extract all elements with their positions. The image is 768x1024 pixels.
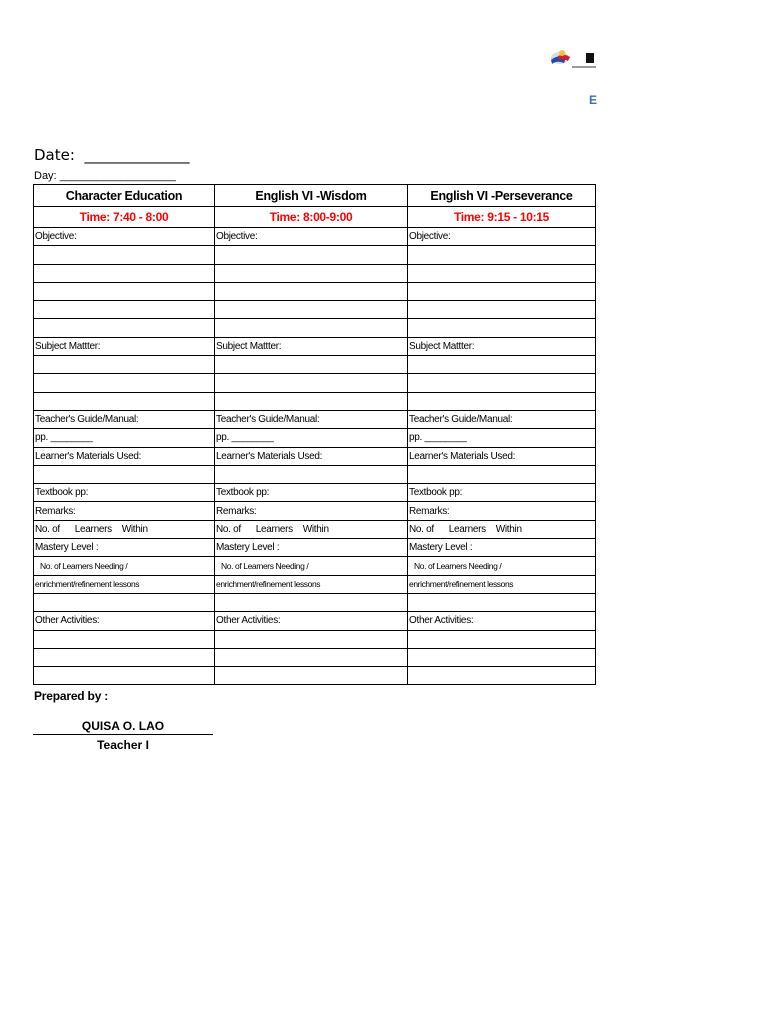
table-row	[34, 228, 596, 246]
table-row	[34, 319, 596, 337]
table-row	[34, 575, 596, 593]
row-label: Teacher's Guide/Manual:	[215, 410, 408, 428]
empty-cell	[215, 593, 408, 611]
date-label: Date:	[34, 146, 75, 164]
empty-cell	[34, 319, 215, 337]
table-row	[34, 392, 596, 410]
row-label: Other Activities:	[34, 612, 215, 630]
empty-cell	[408, 593, 596, 611]
empty-cell	[215, 374, 408, 392]
subject-cell: Character Education	[34, 185, 215, 207]
row-label: Mastery Level :	[408, 539, 596, 557]
row-label: Objective:	[34, 228, 215, 246]
table-row	[34, 429, 596, 447]
row-label: Objective:	[408, 228, 596, 246]
row-label: Other Activities:	[408, 612, 596, 630]
table-row	[34, 246, 596, 264]
empty-cell	[215, 667, 408, 685]
row-label: Subject Mattter:	[34, 337, 215, 355]
empty-cell	[215, 465, 408, 483]
row-label: Textbook pp:	[408, 484, 596, 502]
empty-cell	[215, 301, 408, 319]
table-row	[34, 264, 596, 282]
logo-letter	[586, 53, 594, 63]
row-label: Learner's Materials Used:	[34, 447, 215, 465]
row-label: Subject Mattter:	[215, 337, 408, 355]
empty-cell	[34, 667, 215, 685]
empty-cell	[408, 374, 596, 392]
table-row	[34, 337, 596, 355]
empty-cell	[408, 667, 596, 685]
subject-cell: English VI -Perseverance	[408, 185, 596, 207]
table-row	[34, 356, 596, 374]
row-label: No. of Learners Needing /	[408, 557, 596, 575]
row-label: Remarks:	[215, 502, 408, 520]
empty-cell	[215, 319, 408, 337]
table-row	[34, 374, 596, 392]
row-label: Textbook pp:	[34, 484, 215, 502]
empty-cell	[408, 319, 596, 337]
row-label: Learner's Materials Used:	[215, 447, 408, 465]
time-cell: Time: 7:40 - 8:00	[34, 207, 215, 228]
empty-cell	[34, 593, 215, 611]
empty-cell	[215, 356, 408, 374]
row-label: Textbook pp:	[215, 484, 408, 502]
empty-cell	[408, 301, 596, 319]
row-label: pp. ________	[408, 429, 596, 447]
table-row	[34, 630, 596, 648]
empty-cell	[34, 392, 215, 410]
time-row	[34, 207, 596, 228]
row-label: No. of Learners Within	[34, 520, 215, 538]
row-label: Remarks:	[408, 502, 596, 520]
row-label: No. of Learners Needing /	[34, 557, 215, 575]
row-label: Teacher's Guide/Manual:	[34, 410, 215, 428]
table-row	[34, 502, 596, 520]
table-row	[34, 648, 596, 666]
deped-logo	[548, 48, 598, 72]
row-label: pp. ________	[34, 429, 215, 447]
signatory-position: Teacher I	[97, 738, 149, 752]
table-row	[34, 465, 596, 483]
subject-row	[34, 185, 596, 207]
table-row	[34, 484, 596, 502]
empty-cell	[408, 465, 596, 483]
date-line	[34, 146, 189, 164]
row-label: enrichment/refinement lessons	[215, 575, 408, 593]
row-label: enrichment/refinement lessons	[408, 575, 596, 593]
time-cell: Time: 8:00-9:00	[215, 207, 408, 228]
signatory-name: QUISA O. LAO	[33, 719, 213, 735]
empty-cell	[215, 630, 408, 648]
row-label: Mastery Level :	[34, 539, 215, 557]
empty-cell	[215, 282, 408, 300]
day-line	[34, 170, 176, 182]
empty-cell	[34, 630, 215, 648]
empty-cell	[408, 392, 596, 410]
empty-cell	[34, 264, 215, 282]
time-cell: Time: 9:15 - 10:15	[408, 207, 596, 228]
row-label: No. of Learners Within	[408, 520, 596, 538]
empty-cell	[34, 282, 215, 300]
table-row	[34, 539, 596, 557]
lesson-plan-table	[33, 184, 596, 685]
corner-text: E	[589, 93, 598, 107]
table-row	[34, 447, 596, 465]
day-label: Day:	[34, 170, 57, 182]
empty-cell	[408, 264, 596, 282]
row-label: Learner's Materials Used:	[408, 447, 596, 465]
date-blank: ______________	[84, 146, 190, 164]
empty-cell	[215, 648, 408, 666]
empty-cell	[215, 392, 408, 410]
prepared-by-label: Prepared by :	[34, 689, 109, 703]
logo-tagline	[572, 66, 596, 68]
row-label: Other Activities:	[215, 612, 408, 630]
row-label: pp. ________	[215, 429, 408, 447]
row-label: No. of Learners Needing /	[215, 557, 408, 575]
empty-cell	[34, 301, 215, 319]
row-label: Remarks:	[34, 502, 215, 520]
table-row	[34, 557, 596, 575]
empty-cell	[34, 648, 215, 666]
row-label: Objective:	[215, 228, 408, 246]
table-row	[34, 612, 596, 630]
empty-cell	[34, 246, 215, 264]
row-label: Teacher's Guide/Manual:	[408, 410, 596, 428]
table-row	[34, 520, 596, 538]
table-row	[34, 667, 596, 685]
table-row	[34, 410, 596, 428]
day-blank: ___________________	[59, 170, 176, 182]
empty-cell	[408, 356, 596, 374]
empty-cell	[215, 264, 408, 282]
row-label: Subject Mattter:	[408, 337, 596, 355]
subject-cell: English VI -Wisdom	[215, 185, 408, 207]
row-label: Mastery Level :	[215, 539, 408, 557]
table-row	[34, 301, 596, 319]
empty-cell	[34, 374, 215, 392]
table-row	[34, 282, 596, 300]
row-label: No. of Learners Within	[215, 520, 408, 538]
empty-cell	[408, 648, 596, 666]
table-row	[34, 593, 596, 611]
empty-cell	[408, 282, 596, 300]
row-label: enrichment/refinement lessons	[34, 575, 215, 593]
empty-cell	[34, 465, 215, 483]
logo-sun	[559, 50, 565, 56]
empty-cell	[34, 356, 215, 374]
empty-cell	[215, 246, 408, 264]
empty-cell	[408, 630, 596, 648]
empty-cell	[408, 246, 596, 264]
